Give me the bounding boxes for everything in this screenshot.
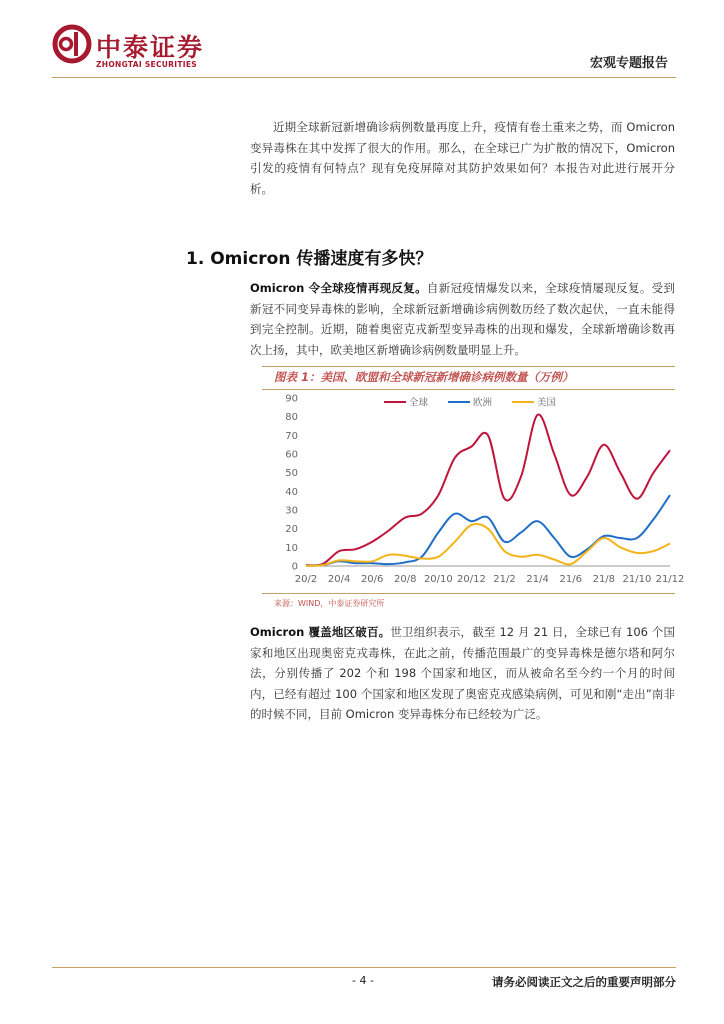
x-tick-label: 20/2 [294, 574, 318, 585]
paragraph-lead: Omicron 令全球疫情再现反复。 [250, 281, 427, 295]
figure-source: 来源：WIND，中泰证券研究所 [274, 599, 385, 608]
footer-divider [52, 967, 676, 968]
y-tick-label: 70 [285, 430, 298, 442]
y-tick-label: 30 [285, 505, 298, 517]
x-tick-label: 21/10 [622, 574, 652, 585]
x-tick-label: 21/2 [493, 574, 516, 585]
paragraph-lead: Omicron 覆盖地区破百。 [250, 625, 391, 639]
logo-english-name: ZHONGTAI SECURITIES [96, 60, 197, 69]
y-tick-label: 40 [285, 486, 298, 498]
series-line-欧洲 [306, 495, 670, 565]
y-tick-label: 0 [291, 561, 298, 573]
zhongtai-logo-icon [52, 24, 92, 64]
line-chart [262, 390, 685, 590]
section-title: 1. Omicron 传播速度有多快？ [186, 249, 433, 269]
report-type-label: 宏观专题报告 [589, 56, 668, 71]
y-tick-label: 80 [285, 412, 298, 424]
x-tick-label: 20/12 [457, 574, 486, 585]
paragraph-omicron-rebound [250, 278, 675, 360]
x-tick-label: 20/4 [327, 574, 351, 585]
chart-series [306, 414, 670, 565]
x-tick-label: 20/10 [423, 574, 453, 585]
intro-paragraph: 近期全球新冠新增确诊病例数量再度上升，疫情有卷土重来之势，而 Omicron 变异毒株在其中发挥了很大的作用。那么，在全球已广为扩散的情况下，Omicron 引发的疫情有何特点？现有免疫屏障对其防护效果如何？本报告对此进行展开分析。 [250, 120, 675, 196]
footer-disclaimer: 请务必阅读正文之后的重要声明部分 [492, 975, 676, 989]
x-tick-label: 20/6 [360, 574, 384, 585]
x-tick-label: 21/12 [655, 574, 685, 585]
y-tick-label: 50 [285, 468, 298, 480]
x-tick-label: 21/6 [559, 574, 582, 585]
series-line-全球 [306, 414, 670, 565]
series-line-美国 [306, 524, 670, 566]
y-tick-label: 10 [285, 542, 298, 554]
page-number: - 4 - [352, 974, 374, 987]
paragraph-body: 自新冠疫情爆发以来，全球疫情屡现反复。受到新冠不同变异毒株的影响，全球新冠新增确诊病例数历经了数次起伏，一直未能得到完全控制。近期，随着奥密克戎新型变异毒株的出现和爆发，全球新增确诊数再次上扬，其中，欧美地区新增确诊病例数量明显上升。 [250, 281, 675, 357]
figure-title: 图表 1：美国、欧盟和全球新冠新增确诊病例数量（万例） [274, 370, 574, 384]
header-divider [52, 77, 676, 78]
y-tick-label: 90 [285, 393, 298, 405]
chart-axes [285, 394, 684, 586]
paragraph-body: 世卫组织表示，截至 12 月 21 日，全球已有 106 个国家和地区出现奥密克戎毒株，在此之前，传播范围最广的变异毒株是德尔塔和阿尔法，分别传播了 202 个和 198 个国家和地区，而从被命名至今约一个月的时间内，已经有超过 100 个国家和地区发现了奥密克戎感染病例，可见和刚“走出”南非的时候不同，目前 Omicron 变异毒株分布已经较为广泛。 [250, 625, 676, 721]
chart-legend [384, 397, 556, 409]
figure-bottom-rule [262, 593, 675, 594]
legend-label: 美国 [537, 397, 557, 409]
paragraph-coverage [250, 622, 675, 725]
x-tick-label: 20/8 [394, 574, 417, 585]
y-tick-label: 20 [285, 524, 298, 536]
x-tick-label: 21/8 [592, 574, 616, 585]
y-tick-label: 60 [285, 449, 298, 461]
logo-chinese-name: 中泰证券 [96, 33, 205, 62]
company-logo [52, 24, 252, 72]
figure-top-rule [262, 366, 675, 367]
x-tick-label: 21/4 [526, 574, 549, 585]
legend-label: 欧洲 [473, 397, 493, 409]
legend-label: 全球 [409, 397, 429, 409]
